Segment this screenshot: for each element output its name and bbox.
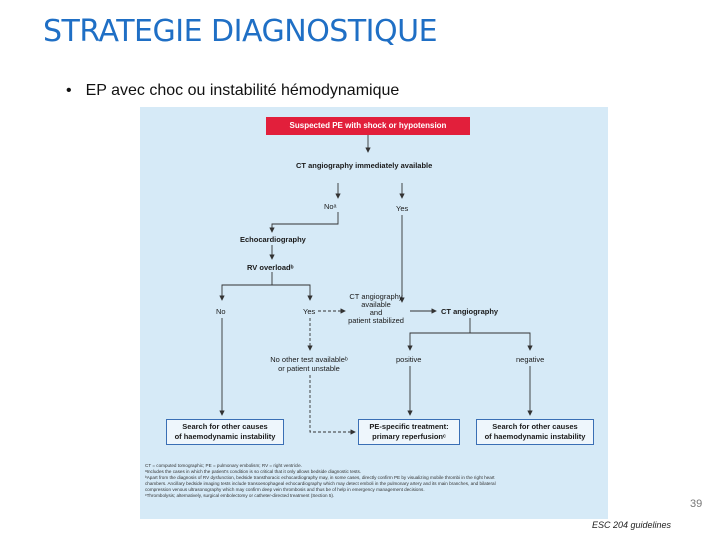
ct-stabilized-line-3: and [369, 308, 383, 317]
ct-stabilized-line-2: available [361, 300, 391, 309]
dashed-notest-to-treatment [310, 375, 355, 432]
ct-stabilized-line-4: patient stabilized [348, 316, 404, 325]
search-other-causes-left-box [166, 419, 284, 445]
bullet-dot: • [66, 82, 72, 99]
no-other-test-line-2: or patient unstable [278, 364, 340, 373]
footnote-6: ᶜThrombolysis; alternatively, surgical embolectomy or catheter-directed treatment (Section 5). [145, 493, 335, 498]
footnotes [145, 463, 600, 499]
line-rv-to-no [222, 272, 272, 300]
slide-title: STRATEGIE DIAGNOSTIQUE [43, 14, 438, 49]
page-number: 39 [690, 498, 703, 510]
ct-angiography-label: CT angiography [441, 307, 499, 316]
pe-treatment-line-1: PE-specific treatment: [369, 422, 449, 431]
search-right-line-1: Search for other causes [492, 422, 578, 431]
pe-treatment-line-2: primary reperfusionᶜ [372, 432, 446, 441]
line-rv-to-yes [272, 285, 310, 300]
yes-label: Yes [396, 204, 409, 213]
no-other-test-line-1: No other test availableᵇ [270, 355, 348, 364]
no-other-test-label [266, 355, 352, 373]
echocardiography-label: Echocardiography [240, 235, 306, 244]
line-ctangio-to-negative [470, 333, 530, 350]
search-other-causes-right-box [476, 419, 594, 445]
footnote-4: chambers. Ancillary bedside imaging tests include transoesophageal echocardiography which may detect emboli in the pulmonary artery and its main branches, and bilateral [145, 481, 496, 486]
rv-no-label: No [216, 307, 226, 316]
negative-label: negative [516, 355, 545, 364]
rv-yes-label: Yes [303, 307, 316, 316]
footnote-1: CT = computed tomographic; PE = pulmonary embolism; RV = right ventricle. [145, 463, 302, 468]
source-citation: ESC 204 guidelines [592, 520, 672, 530]
bullet-text: EP avec choc ou instabilité hémodynamique [85, 82, 400, 99]
footnote-3: ᵇApart from the diagnosis of RV dysfunction, bedside transthoracic echocardiography may, in some cases, directly confirm PE by visualizing mobile thrombi in the right heart [145, 475, 495, 480]
ct-stabilized-label [345, 293, 407, 325]
pe-treatment-box [358, 419, 460, 445]
start-box: Suspected PE with shock or hypotension [266, 117, 470, 135]
search-right-line-2: of haemodynamic instability [484, 432, 586, 441]
footnote-2: ᵃIncludes the cases in which the patient's condition is so critical that it only allows bedside diagnostic tests. [145, 469, 362, 474]
line-no-to-echo [272, 212, 338, 232]
search-left-line-2: of haemodynamic instability [174, 432, 276, 441]
rv-overload-label: RV overloadᵇ [247, 263, 294, 272]
positive-label: positive [396, 355, 422, 364]
no-label: Noᵃ [324, 202, 337, 211]
footnote-5: compression venous ultrasonography which may confirm deep vein thrombosis and thus be of help in emergency management decisions. [145, 487, 425, 492]
ct-available-label: CT angiography immediately available [296, 161, 433, 170]
ct-stabilized-line-1: CT angiography [349, 292, 403, 301]
line-ctangio-to-positive [410, 318, 470, 350]
search-left-line-1: Search for other causes [182, 422, 268, 431]
